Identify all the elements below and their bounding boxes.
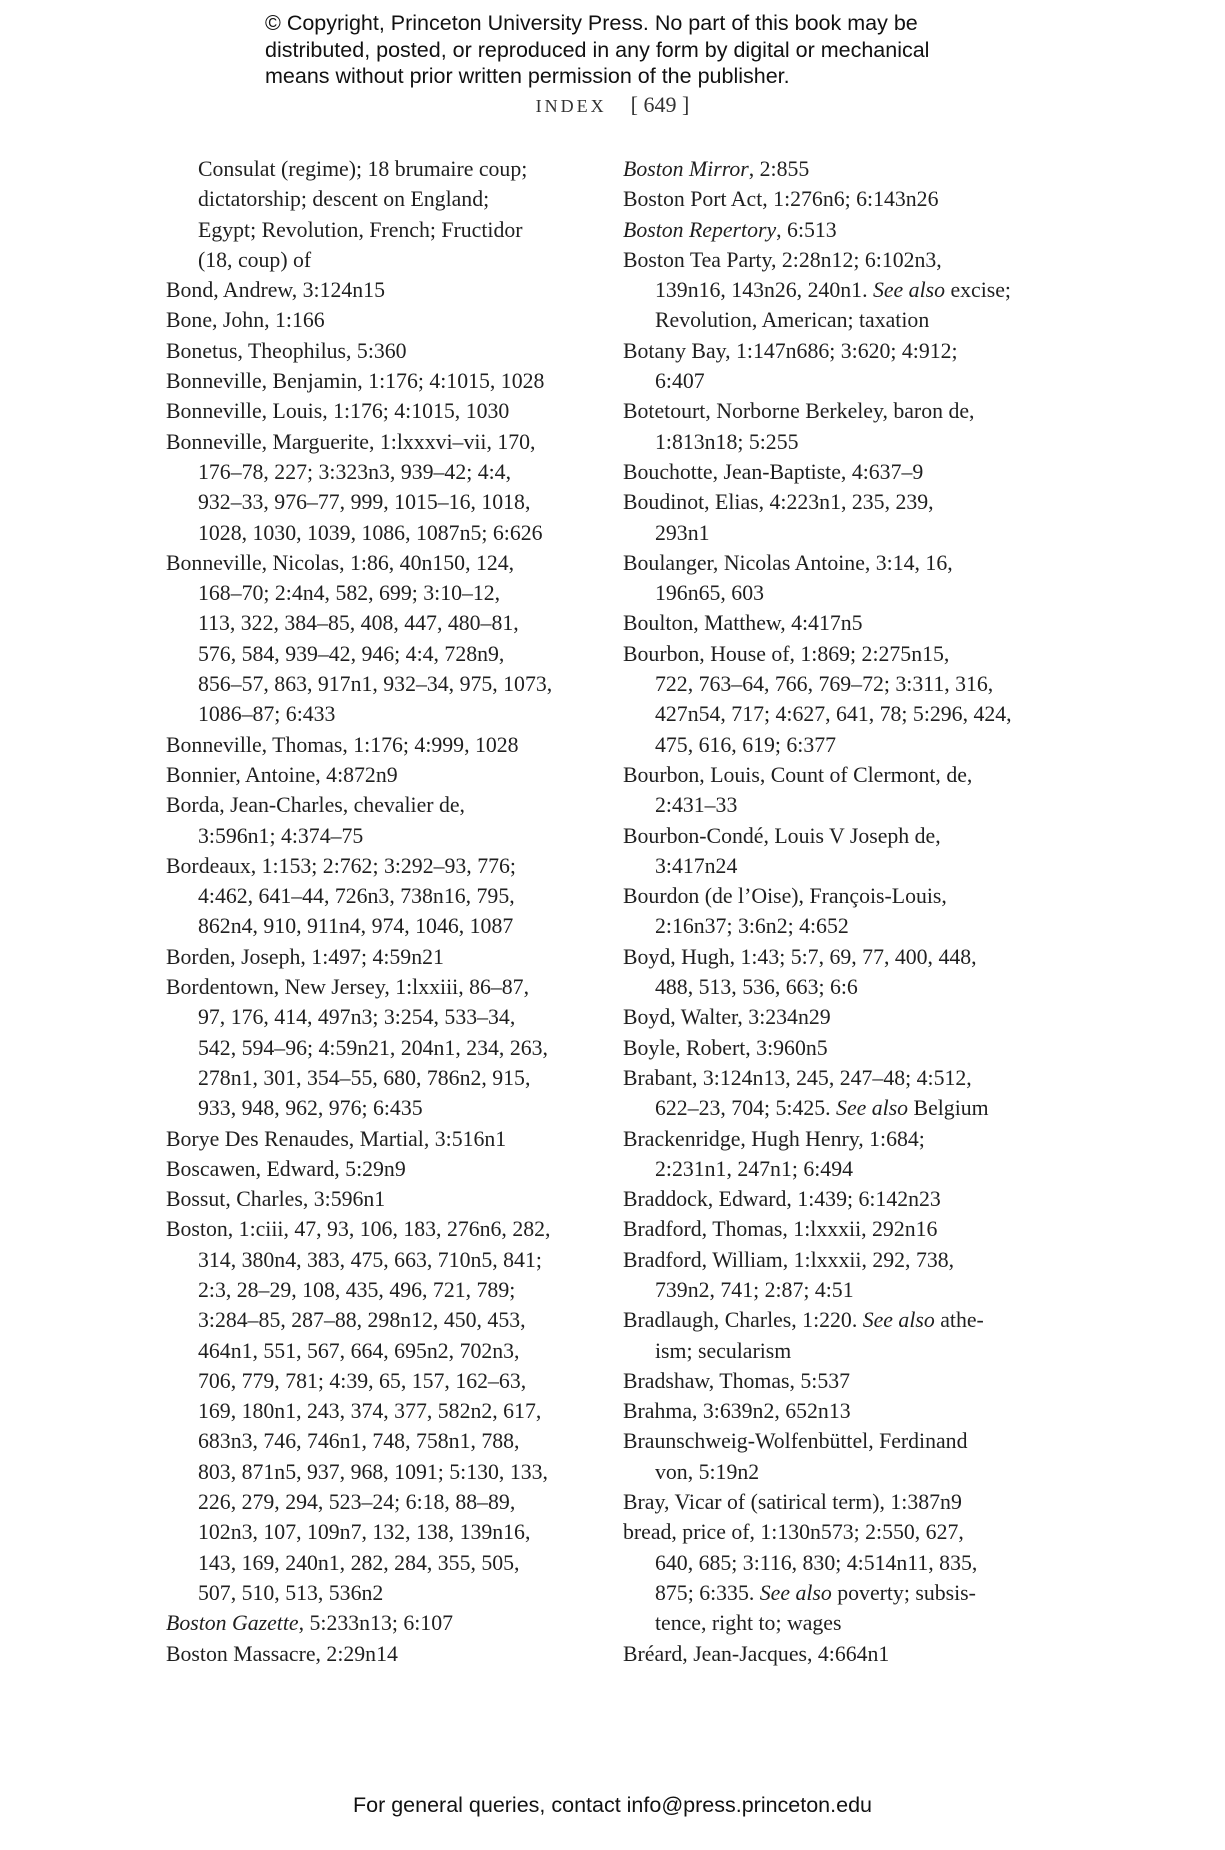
publication-title: Boston Repertory	[623, 217, 777, 242]
index-entry: Braddock, Edward, 1:439; 6:142n23	[623, 1187, 941, 1212]
index-entry	[623, 154, 1043, 184]
index-entry: Boyle, Robert, 3:960n5	[623, 1035, 828, 1060]
index-entry	[166, 1608, 586, 1638]
index-entry: Bourbon-Condé, Louis V Joseph de, 3:417n24	[623, 823, 941, 878]
index-entry	[623, 1517, 1043, 1638]
entry-text: poverty; subsis- tence, right to; wages	[655, 1580, 976, 1636]
index-entry: Consulat (regime); 18 brumaire coup; dictatorship; descent on England; Egypt; Revolution, French; Fructidor (18, coup) of	[198, 157, 528, 272]
index-entry: Boscawen, Edward, 5:29n9	[166, 1156, 406, 1181]
publication-title: Boston Gazette	[166, 1611, 299, 1636]
entry-refs: , 5:233n13; 6:107	[298, 1611, 453, 1636]
index-column-left	[166, 154, 586, 1669]
see-also: See also	[759, 1580, 832, 1605]
index-entry: Bordentown, New Jersey, 1:lxxiii, 86–87, 97, 176, 414, 497n3; 3:254, 533–34, 542, 594–96; 4:59n21, 204n1, 234, 263, 278n1, 301, 354–55, 680, 786n2, 915, 933, 948, 962, 976; 6:435	[166, 975, 548, 1121]
entry-text: excise; Revolution, American; taxation	[655, 278, 1011, 333]
index-entry	[623, 245, 1043, 336]
index-column-right	[623, 154, 1043, 1669]
index-entry: Boulton, Matthew, 4:417n5	[623, 611, 863, 636]
index-entry: Bond, Andrew, 3:124n15	[166, 278, 385, 303]
index-entry: Bone, John, 1:166	[166, 308, 325, 333]
entry-text: Bradlaugh, Charles, 1:220.	[623, 1308, 863, 1333]
index-entry: Borden, Joseph, 1:497; 4:59n21	[166, 944, 444, 969]
index-entry: Boston Massacre, 2:29n14	[166, 1641, 398, 1666]
entry-text: Belgium	[908, 1096, 989, 1121]
index-entry: Bourbon, Louis, Count of Clermont, de, 2:431–33	[623, 762, 973, 818]
index-entry: Bradford, Thomas, 1:lxxxii, 292n16	[623, 1217, 938, 1242]
index-entry: Boston Port Act, 1:276n6; 6:143n26	[623, 187, 939, 212]
entry-refs: , 2:855	[748, 157, 810, 181]
index-entry: Botany Bay, 1:147n686; 3:620; 4:912; 6:407	[623, 338, 958, 394]
index-entry: Bonneville, Nicolas, 1:86, 40n150, 124, 168–70; 2:4n4, 582, 699; 3:10–12, 113, 322, 384–85, 408, 447, 480–81, 576, 584, 939–42, 946; 4:4, 728n9, 856–57, 863, 917n1, 932–34, 975, 1073, 1086–87; 6:433	[166, 550, 553, 727]
index-entry: Boudinot, Elias, 4:223n1, 235, 239, 293n1	[623, 490, 934, 545]
copyright-notice	[265, 10, 1065, 90]
index-entry: Bossut, Charles, 3:596n1	[166, 1187, 386, 1212]
page-number: [ 649 ]	[630, 92, 690, 117]
entry-text: bread, price of, 1:130n573; 2:550, 627, 640, 685; 3:116, 830; 4:514n11, 835, 875; 6:335.	[623, 1520, 978, 1605]
entry-refs: , 6:513	[776, 217, 837, 242]
see-also: See also	[872, 278, 946, 303]
index-entry: Bréard, Jean-Jacques, 4:664n1	[623, 1641, 890, 1666]
index-entry: Bonneville, Benjamin, 1:176; 4:1015, 1028	[166, 369, 545, 394]
copyright-line-1: © Copyright, Princeton University Press. No part of this book may be	[265, 11, 918, 35]
see-also: See also	[862, 1308, 935, 1333]
copyright-line-2: distributed, posted, or reproduced in any form by digital or mechanical	[265, 37, 930, 62]
index-entry: Bourbon, House of, 1:869; 2:275n15, 722, 763–64, 766, 769–72; 3:311, 316, 427n54, 717; 4:627, 641, 78; 5:296, 424, 475, 616, 619; 6:377	[623, 641, 1012, 757]
running-head	[0, 92, 1225, 118]
index-entry: Borye Des Renaudes, Martial, 3:516n1	[166, 1126, 507, 1151]
entry-text: athe- ism; secularism	[655, 1308, 984, 1363]
index-entry: Bray, Vicar of (satirical term), 1:387n9	[623, 1490, 962, 1515]
index-entry: Bradshaw, Thomas, 5:537	[623, 1368, 851, 1393]
index-entry: Boston, 1:ciii, 47, 93, 106, 183, 276n6, 282, 314, 380n4, 383, 475, 663, 710n5, 841; 2:3, 28–29, 108, 435, 496, 721, 789; 3:284–85, 287–88, 298n12, 450, 453, 464n1, 551, 567, 664, 695n2, 702n3, 706, 779, 781; 4:39, 65, 157, 162–63, 169, 180n1, 243, 374, 377, 582n2, 617, 683n3, 746, 746n1, 748, 758n1, 788, 803, 871n5, 937, 968, 1091; 5:130, 133, 226, 279, 294, 523–24; 6:18, 88–89, 102n3, 107, 109n7, 132, 138, 139n16, 143, 169, 240n1, 282, 284, 355, 505, 507, 510, 513, 536n2	[166, 1217, 551, 1605]
copyright-line-3: means without prior written permission of the publisher.	[265, 64, 790, 88]
contact-footer: For general queries, contact info@press.princeton.edu	[352, 1793, 872, 1817]
index-entry: Bonetus, Theophilus, 5:360	[166, 338, 407, 363]
index-entry: Bordeaux, 1:153; 2:762; 3:292–93, 776; 4:462, 641–44, 726n3, 738n16, 795, 862n4, 910, 911n4, 974, 1046, 1087	[166, 853, 516, 939]
publication-title: Boston Mirror	[623, 157, 749, 181]
index-entry	[623, 1063, 1043, 1124]
index-entry: Bourdon (de l’Oise), François-Louis, 2:16n37; 3:6n2; 4:652	[623, 884, 947, 939]
index-entry: Bouchotte, Jean-Baptiste, 4:637–9	[623, 459, 924, 484]
index-entry: Boyd, Walter, 3:234n29	[623, 1005, 831, 1030]
index-entry: Bonnier, Antoine, 4:872n9	[166, 762, 398, 787]
index-entry: Bonneville, Marguerite, 1:lxxxvi–vii, 170, 176–78, 227; 3:323n3, 939–42; 4:4, 932–33, 976–77, 999, 1015–16, 1018, 1028, 1030, 1039, 1086, 1087n5; 6:626	[166, 429, 543, 545]
entry-text: Brabant, 3:124n13, 245, 247–48; 4:512, 622–23, 704; 5:425.	[623, 1065, 972, 1121]
index-entry: Brackenridge, Hugh Henry, 1:684; 2:231n1, 247n1; 6:494	[623, 1126, 925, 1181]
index-entry: Braunschweig-Wolfenbüttel, Ferdinand von, 5:19n2	[623, 1429, 968, 1484]
index-entry: Botetourt, Norborne Berkeley, baron de, 1:813n18; 5:255	[623, 399, 975, 454]
index-entry: Borda, Jean-Charles, chevalier de, 3:596n1; 4:374–75	[166, 793, 465, 848]
see-also: See also	[836, 1096, 909, 1121]
index-entry: Boulanger, Nicolas Antoine, 3:14, 16, 196n65, 603	[623, 550, 953, 606]
index-entry	[623, 215, 1043, 245]
index-entry: Bonneville, Thomas, 1:176; 4:999, 1028	[166, 732, 519, 757]
index-entry	[623, 1305, 1043, 1366]
running-head-label: INDEX	[535, 96, 607, 116]
index-entry: Brahma, 3:639n2, 652n13	[623, 1399, 851, 1424]
index-entry: Bradford, William, 1:lxxxii, 292, 738, 739n2, 741; 2:87; 4:51	[623, 1247, 955, 1302]
index-entry: Bonneville, Louis, 1:176; 4:1015, 1030	[166, 399, 510, 424]
index-entry: Boyd, Hugh, 1:43; 5:7, 69, 77, 400, 448, 488, 513, 536, 663; 6:6	[623, 944, 977, 1000]
entry-text: Boston Tea Party, 2:28n12; 6:102n3, 139n16, 143n26, 240n1.	[623, 247, 942, 303]
